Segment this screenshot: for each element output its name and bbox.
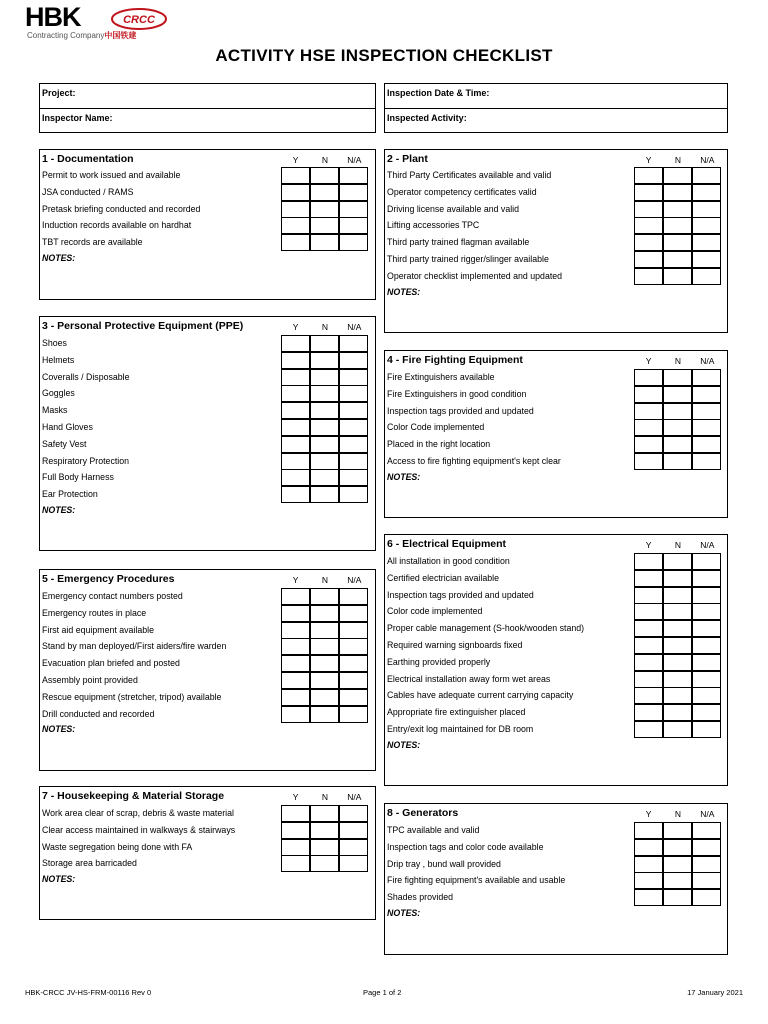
checkbox-n[interactable] [663,704,692,721]
checkbox-y[interactable] [281,234,310,251]
crcc-badge-icon [110,8,168,30]
checklist-item: Fire Extinguishers in good condition [387,388,527,399]
checkbox-n[interactable] [310,822,339,839]
column-header-n: N [321,575,329,585]
checkbox-na[interactable] [692,419,721,436]
checklist-item: Certified electrician available [387,572,499,583]
checkbox-y[interactable] [281,839,310,856]
logo-text: HBK [25,2,81,32]
checkbox-y[interactable] [281,184,310,201]
checklist-item: Helmets [42,354,75,365]
project-label: Project: [42,88,76,98]
checkbox-y[interactable] [281,436,310,453]
column-header-y: Y [645,540,652,550]
checklist-item: JSA conducted / RAMS [42,186,134,197]
checklist-item: Placed in the right location [387,439,491,450]
column-header-na: N/A [700,356,715,366]
checkbox-y[interactable] [634,403,663,420]
checkbox-n[interactable] [310,706,339,723]
checkbox-y[interactable] [281,605,310,622]
checkbox-n[interactable] [310,588,339,605]
column-header-n: N [674,155,682,165]
project-field[interactable] [40,84,375,108]
checkbox-na[interactable] [692,403,721,420]
checklist-item: Shoes [42,338,67,348]
checkbox-na[interactable] [692,671,721,688]
checklist-item: Work area clear of scrap, debris & waste material [42,808,234,818]
notes-label: NOTES: [42,253,76,263]
checkbox-y[interactable] [634,637,663,654]
column-header-na: N/A [347,322,362,332]
checkbox-n[interactable] [663,167,692,184]
checkbox-na[interactable] [339,234,368,251]
checkbox-na[interactable] [339,352,368,369]
checklist-item: Required warning signboards fixed [387,640,523,650]
column-header-y: Y [645,809,652,819]
checkbox-y[interactable] [634,839,663,856]
notes-label: NOTES: [387,908,421,918]
checkbox-na[interactable] [339,335,368,352]
checkbox-y[interactable] [634,570,663,587]
checklist-item: Coveralls / Disposable [42,371,130,382]
checkbox-n[interactable] [310,335,339,352]
checkbox-y[interactable] [281,486,310,503]
checkbox-y[interactable] [634,872,663,889]
checkbox-na[interactable] [692,201,721,218]
inspection-info-box [384,83,728,133]
checklist-item: Fire Extinguishers available [387,372,495,382]
checkbox-na[interactable] [339,402,368,419]
checkbox-y[interactable] [634,721,663,738]
notes-label: NOTES: [42,874,76,885]
column-header-na: N/A [700,540,715,550]
checklist-item: Cables have adequate current carrying capacity [387,690,574,701]
checkbox-y[interactable] [281,622,310,639]
checkbox-na[interactable] [692,217,721,234]
checkbox-y[interactable] [634,386,663,403]
checkbox-y[interactable] [634,687,663,704]
checkbox-n[interactable] [310,419,339,436]
notes-label: NOTES: [387,739,421,750]
checklist-item: Induction records available on hardhat [42,220,192,231]
checklist-item: TPC available and valid [387,825,480,835]
checkbox-na[interactable] [339,672,368,689]
checkbox-na[interactable] [692,687,721,704]
checkbox-n[interactable] [310,469,339,486]
checkbox-n[interactable] [663,403,692,420]
checkbox-y[interactable] [634,889,663,906]
inspector-label: Inspector Name: [42,113,113,123]
checkbox-y[interactable] [281,335,310,352]
checklist-item: Lifting accessories TPC [387,220,480,231]
checkbox-n[interactable] [663,570,692,587]
checkbox-n[interactable] [310,689,339,706]
checkbox-na[interactable] [339,839,368,856]
checkbox-n[interactable] [310,184,339,201]
checkbox-y[interactable] [281,469,310,486]
checklist-item: Rescue equipment (stretcher, tripod) available [42,691,222,702]
checklist-item: Respiratory Protection [42,455,130,466]
section-title: 6 - Electrical Equipment [387,538,507,550]
footer-doc-code: HBK-CRCC JV-HS-FRM-00116 Rev 0 [25,988,152,997]
checklist-item: Earthing provided properly [387,656,491,667]
checkbox-y[interactable] [281,385,310,402]
checkbox-na[interactable] [692,603,721,620]
inspection-date-field[interactable] [385,84,727,108]
checkbox-na[interactable] [692,654,721,671]
activity-label: Inspected Activity: [387,113,467,123]
checkbox-na[interactable] [339,588,368,605]
checkbox-na[interactable] [692,234,721,251]
checklist-item: Emergency contact numbers posted [42,591,183,601]
checkbox-y[interactable] [634,217,663,234]
column-header-na: N/A [347,575,362,585]
checkbox-y[interactable] [634,201,663,218]
checkbox-n[interactable] [663,620,692,637]
checkbox-y[interactable] [281,352,310,369]
checkbox-n[interactable] [663,251,692,268]
section-3 [39,316,376,551]
checkbox-n[interactable] [310,352,339,369]
checkbox-y[interactable] [281,167,310,184]
checkbox-na[interactable] [692,587,721,604]
notes-label: NOTES: [387,286,421,297]
column-header-na: N/A [700,809,715,819]
checklist-item: Full Body Harness [42,472,114,483]
checkbox-n[interactable] [663,654,692,671]
section-8 [384,803,728,955]
checkbox-y[interactable] [281,672,310,689]
checklist-item: Emergency routes in place [42,607,147,618]
checkbox-n[interactable] [663,603,692,620]
section-title: 8 - Generators [387,807,459,819]
checkbox-n[interactable] [663,687,692,704]
checkbox-y[interactable] [634,453,663,470]
checkbox-n[interactable] [663,386,692,403]
column-header-y: Y [292,792,299,802]
checklist-item: Drip tray , bund wall provided [387,858,501,869]
checklist-item: Safety Vest [42,438,87,449]
column-header-na: N/A [347,155,362,165]
checklist-item: Evacuation plan briefed and posted [42,658,180,669]
checkbox-na[interactable] [692,453,721,470]
checkbox-n[interactable] [310,672,339,689]
checkbox-n[interactable] [663,217,692,234]
checkbox-y[interactable] [634,167,663,184]
checkbox-n[interactable] [663,201,692,218]
logo-tagline-cn: 中国铁建 [104,31,137,40]
checkbox-y[interactable] [634,369,663,386]
column-header-n: N [674,809,682,819]
checkbox-na[interactable] [692,553,721,570]
checkbox-n[interactable] [310,385,339,402]
column-header-y: Y [645,155,652,165]
company-logo [25,4,155,38]
checklist-item: Permit to work issued and available [42,170,181,180]
checklist-item: Stand by man deployed/First aiders/fire warden [42,641,227,652]
checkbox-y[interactable] [281,855,310,872]
section-title: 7 - Housekeeping & Material Storage [42,790,225,802]
checkbox-na[interactable] [692,839,721,856]
checklist-item: Goggles [42,388,75,399]
checklist-item: Third party trained rigger/slinger available [387,254,549,264]
checkbox-n[interactable] [310,655,339,672]
column-header-y: Y [292,575,299,585]
checkbox-y[interactable] [634,419,663,436]
checkbox-y[interactable] [634,856,663,873]
checkbox-n[interactable] [663,872,692,889]
date-label: Inspection Date & Time: [387,88,490,98]
checklist-item: TBT records are available [42,237,143,248]
checkbox-na[interactable] [692,570,721,587]
section-1 [39,149,376,300]
checkbox-y[interactable] [281,689,310,706]
checklist-item: Waste segregation being done with FA [42,841,193,852]
checkbox-na[interactable] [339,706,368,723]
column-header-n: N [321,155,329,165]
checkbox-y[interactable] [634,184,663,201]
column-header-y: Y [292,322,299,332]
checklist-item: Color code implemented [387,606,483,617]
logo-tagline [27,30,136,41]
checkbox-na[interactable] [339,201,368,218]
column-header-n: N [674,540,682,550]
checkbox-n[interactable] [663,184,692,201]
checkbox-na[interactable] [339,184,368,201]
checkbox-na[interactable] [692,386,721,403]
checkbox-y[interactable] [634,620,663,637]
checkbox-n[interactable] [663,587,692,604]
checkbox-n[interactable] [310,453,339,470]
footer-page-number: Page 1 of 2 [363,988,402,997]
section-title: 4 - Fire Fighting Equipment [387,354,523,366]
checkbox-y[interactable] [281,588,310,605]
checklist-item: Inspection tags provided and updated [387,405,534,416]
checkbox-n[interactable] [310,638,339,655]
checkbox-y[interactable] [281,419,310,436]
checkbox-na[interactable] [692,889,721,906]
checkbox-na[interactable] [692,620,721,637]
checklist-item: Color Code implemented [387,422,485,433]
footer-date: 17 January 2021 [687,988,743,997]
checkbox-n[interactable] [310,855,339,872]
checklist-item: Operator checklist implemented and updated [387,270,563,281]
checkbox-na[interactable] [339,469,368,486]
checklist-item: First aid equipment available [42,624,154,635]
checklist-item: Storage area barricaded [42,858,137,869]
checklist-item: Third Party Certificates available and valid [387,170,552,180]
checkbox-na[interactable] [692,721,721,738]
checkbox-n[interactable] [663,419,692,436]
checklist-item: Electrical installation away form wet areas [387,673,551,684]
section-7 [39,786,376,920]
section-4 [384,350,728,518]
checkbox-n[interactable] [663,721,692,738]
checkbox-n[interactable] [310,369,339,386]
checklist-item: All installation in good condition [387,556,510,566]
checklist-item: Shades provided [387,892,454,903]
checkbox-n[interactable] [310,486,339,503]
checklist-item: Assembly point provided [42,675,138,685]
checkbox-y[interactable] [634,553,663,570]
checkbox-y[interactable] [281,822,310,839]
checklist-item: Appropriate fire extinguisher placed [387,707,526,718]
checkbox-na[interactable] [692,251,721,268]
checkbox-y[interactable] [281,453,310,470]
checkbox-y[interactable] [634,822,663,839]
checklist-item: Entry/exit log maintained for DB room [387,724,534,734]
checkbox-y[interactable] [634,603,663,620]
checkbox-y[interactable] [281,201,310,218]
inspected-activity-field[interactable] [385,108,727,132]
checkbox-y[interactable] [634,654,663,671]
notes-label: NOTES: [42,505,76,515]
checkbox-na[interactable] [692,856,721,873]
logo-badge-text: CRCC [123,14,155,26]
checkbox-na[interactable] [339,453,368,470]
checkbox-n[interactable] [310,217,339,234]
checklist-item: Operator competency certificates valid [387,186,537,197]
section-title: 5 - Emergency Procedures [42,573,175,585]
checkbox-na[interactable] [692,822,721,839]
checkbox-na[interactable] [339,822,368,839]
checkbox-n[interactable] [663,436,692,453]
checklist-item: Proper cable management (S-hook/wooden stand) [387,623,585,634]
checklist-item: Inspection tags provided and updated [387,589,534,600]
checkbox-n[interactable] [310,234,339,251]
section-5 [39,569,376,771]
checkbox-na[interactable] [692,167,721,184]
checkbox-y[interactable] [634,268,663,285]
checklist-item: Fire fighting equipment's available and usable [387,875,566,886]
checkbox-n[interactable] [310,436,339,453]
checklist-item: Pretask briefing conducted and recorded [42,203,201,214]
column-header-y: Y [645,356,652,366]
checkbox-na[interactable] [339,805,368,822]
checkbox-n[interactable] [310,622,339,639]
checkbox-na[interactable] [339,622,368,639]
checkbox-n[interactable] [663,369,692,386]
checkbox-n[interactable] [310,167,339,184]
checkbox-y[interactable] [281,402,310,419]
checkbox-y[interactable] [281,706,310,723]
checkbox-na[interactable] [339,855,368,872]
checklist-item: Clear access maintained in walkways & stairways [42,824,236,835]
notes-label: NOTES: [42,724,76,735]
page-title: ACTIVITY HSE INSPECTION CHECKLIST [215,46,553,65]
checkbox-na[interactable] [339,689,368,706]
checkbox-n[interactable] [663,889,692,906]
checkbox-na[interactable] [692,637,721,654]
section-6 [384,534,728,786]
checkbox-n[interactable] [663,637,692,654]
checkbox-y[interactable] [634,587,663,604]
notes-label: NOTES: [387,471,421,482]
checkbox-na[interactable] [692,704,721,721]
checklist-item: Ear Protection [42,489,98,500]
section-2 [384,149,728,333]
checkbox-na[interactable] [692,369,721,386]
checkbox-n[interactable] [310,805,339,822]
checkbox-na[interactable] [339,419,368,436]
column-header-na: N/A [347,792,362,802]
checkbox-n[interactable] [310,605,339,622]
checkbox-n[interactable] [663,234,692,251]
section-title: 1 - Documentation [42,153,134,165]
checkbox-na[interactable] [339,486,368,503]
column-header-n: N [674,356,682,366]
checkbox-n[interactable] [663,856,692,873]
logo-tagline-en: Contracting Company [27,31,105,40]
checkbox-y[interactable] [634,436,663,453]
checklist-item: Masks [42,405,68,416]
checkbox-na[interactable] [339,217,368,234]
project-info-box [39,83,376,133]
section-title: 3 - Personal Protective Equipment (PPE) [42,320,244,332]
checklist-item: Hand Gloves [42,422,93,432]
column-header-n: N [321,792,329,802]
checkbox-y[interactable] [634,251,663,268]
checklist-item: Drill conducted and recorded [42,708,155,719]
column-header-n: N [321,322,329,332]
checkbox-n[interactable] [663,839,692,856]
section-title: 2 - Plant [387,153,428,165]
checkbox-na[interactable] [692,268,721,285]
checkbox-n[interactable] [663,553,692,570]
checkbox-y[interactable] [634,234,663,251]
checkbox-n[interactable] [663,453,692,470]
column-header-y: Y [292,155,299,165]
checkbox-na[interactable] [339,385,368,402]
checkbox-y[interactable] [281,805,310,822]
checkbox-na[interactable] [339,605,368,622]
checkbox-n[interactable] [310,201,339,218]
column-header-na: N/A [700,155,715,165]
checkbox-na[interactable] [692,184,721,201]
checkbox-na[interactable] [339,436,368,453]
checklist-item: Access to fire fighting equipment's kept clear [387,456,561,466]
checkbox-y[interactable] [281,638,310,655]
checklist-item: Inspection tags and color code available [387,841,544,852]
checkbox-na[interactable] [339,638,368,655]
checkbox-na[interactable] [692,436,721,453]
checklist-item: Third party trained flagman available [387,237,530,248]
checkbox-y[interactable] [634,704,663,721]
checkbox-n[interactable] [663,671,692,688]
checkbox-na[interactable] [339,369,368,386]
checkbox-y[interactable] [281,217,310,234]
checkbox-n[interactable] [310,839,339,856]
inspector-name-field[interactable] [40,108,375,132]
checkbox-n[interactable] [310,402,339,419]
checkbox-y[interactable] [634,671,663,688]
checkbox-na[interactable] [339,167,368,184]
checklist-item: Driving license available and valid [387,203,520,214]
checkbox-n[interactable] [663,268,692,285]
checkbox-n[interactable] [663,822,692,839]
checkbox-y[interactable] [281,655,310,672]
checkbox-na[interactable] [339,655,368,672]
checkbox-y[interactable] [281,369,310,386]
checkbox-na[interactable] [692,872,721,889]
